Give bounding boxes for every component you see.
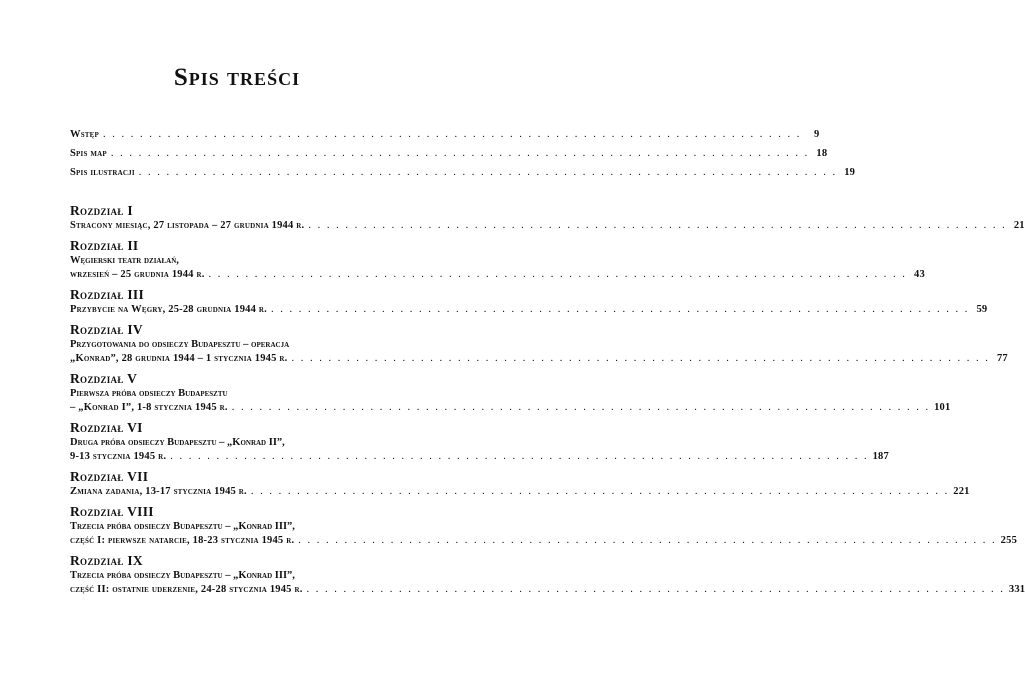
dot-leader: . . . . . . . . . . . . . . . . . . . . . . . . . . . . . . . . . . . . . . . . . . . . . . . . . . . . . . . . . . . . . . . . . . . . . . . . . . . . xyxy=(250,486,950,497)
page-number: 331 xyxy=(1008,584,1025,595)
chapter-heading: Rozdział I xyxy=(70,203,133,218)
entry-label: Wstęp xyxy=(70,129,100,140)
page-number: 221 xyxy=(953,486,970,497)
dot-leader: . . . . . . . . . . . . . . . . . . . . . . . . . . . . . . . . . . . . . . . . . . . . . . . . . . . . . . . . . . . . . . . . . . . . . . . . . . . . xyxy=(231,402,931,413)
entry-label: Zmiana zadania, 13-17 stycznia 1945 r. xyxy=(70,486,247,497)
entry-label: część I: pierwsze natarcie, 18-23 stycznia 1945 r. xyxy=(70,535,295,546)
dot-leader: . . . . . . . . . . . . . . . . . . . . . . . . . . . . . . . . . . . . . . . . . . . . . . . . . . . . . . . . . . . . . . . . . . . . . . . . . . . . xyxy=(270,304,970,315)
dot-leader: . . . . . . . . . . . . . . . . . . . . . . . . . . . . . . . . . . . . . . . . . . . . . . . . . . . . . . . . . . . . . . . . . . . . . . . . . . . . xyxy=(103,129,802,140)
chapter-title-line: Trzecia próba odsieczy Budapesztu – „Konrad III”, xyxy=(70,570,295,581)
page-number: 59 xyxy=(976,304,988,315)
chapter-title-line xyxy=(70,352,1008,366)
chapter-entry xyxy=(70,203,1025,233)
dot-leader: . . . . . . . . . . . . . . . . . . . . . . . . . . . . . . . . . . . . . . . . . . . . . . . . . . . . . . . . . . . . . . . . . . . . . . . . . . . . xyxy=(291,353,990,364)
chapter-entry xyxy=(70,504,1018,548)
chapter-heading: Rozdział IX xyxy=(70,553,143,568)
table-of-contents xyxy=(70,128,1025,602)
chapter-title-line: Pierwsza próba odsieczy Budapesztu xyxy=(70,388,228,399)
chapter-entry xyxy=(70,420,889,464)
chapter-entry xyxy=(70,469,970,499)
front-matter-entry xyxy=(70,166,856,180)
page-number: 255 xyxy=(1000,535,1018,546)
chapter-heading: Rozdział VII xyxy=(70,469,149,484)
chapter-heading: Rozdział VI xyxy=(70,420,143,435)
chapter-title-line: Węgierski teatr działań, xyxy=(70,255,179,266)
entry-label: „Konrad”, 28 grudnia 1944 – 1 stycznia 1945 r. xyxy=(70,353,288,364)
chapter-list xyxy=(70,203,1025,597)
page-title: Spis treści xyxy=(173,64,301,91)
page-number: 18 xyxy=(816,148,828,159)
chapter-heading: Rozdział III xyxy=(70,287,144,302)
chapter-heading: Rozdział VIII xyxy=(70,504,154,519)
page-number: 21 xyxy=(1013,220,1025,231)
page-number: 43 xyxy=(914,269,925,280)
chapter-title-line: Trzecia próba odsieczy Budapesztu – „Konrad III”, xyxy=(70,521,295,532)
chapter-title-line xyxy=(70,534,1018,548)
entry-label: – „Konrad I”, 1-8 stycznia 1945 r. xyxy=(70,402,228,413)
dot-leader: . . . . . . . . . . . . . . . . . . . . . . . . . . . . . . . . . . . . . . . . . . . . . . . . . . . . . . . . . . . . . . . . . . . . . . . . . . . . xyxy=(138,167,838,178)
page-number: 187 xyxy=(872,451,889,462)
dot-leader: . . . . . . . . . . . . . . . . . . . . . . . . . . . . . . . . . . . . . . . . . . . . . . . . . . . . . . . . . . . . . . . . . . . . . . . . . . . . xyxy=(306,584,1005,595)
front-matter-entry xyxy=(70,147,828,161)
dot-leader: . . . . . . . . . . . . . . . . . . . . . . . . . . . . . . . . . . . . . . . . . . . . . . . . . . . . . . . . . . . . . . . . . . . . . . . . . . . . xyxy=(208,269,907,280)
chapter-entry xyxy=(70,322,1008,366)
front-matter-entry xyxy=(70,128,820,142)
chapter-title-line xyxy=(70,485,970,499)
entry-label: 9-13 stycznia 1945 r. xyxy=(70,451,167,462)
chapter-title-line: Druga próba odsieczy Budapesztu – „Konrad II”, xyxy=(70,437,285,448)
chapter-title-line xyxy=(70,268,925,282)
front-matter-list xyxy=(70,128,856,180)
page-number: 19 xyxy=(844,167,856,178)
dot-leader: . . . . . . . . . . . . . . . . . . . . . . . . . . . . . . . . . . . . . . . . . . . . . . . . . . . . . . . . . . . . . . . . . . . . . . . . . . . . xyxy=(170,451,869,462)
chapter-title-line xyxy=(70,583,1025,597)
dot-leader: . . . . . . . . . . . . . . . . . . . . . . . . . . . . . . . . . . . . . . . . . . . . . . . . . . . . . . . . . . . . . . . . . . . . . . . . . . . . xyxy=(298,535,997,546)
entry-label: Spis map xyxy=(70,148,107,159)
chapter-title-line xyxy=(70,450,889,464)
chapter-entry xyxy=(70,553,1025,597)
chapter-title-line xyxy=(70,303,988,317)
chapter-entry xyxy=(70,371,951,415)
chapter-title-line xyxy=(70,401,951,415)
chapter-entry xyxy=(70,238,925,282)
chapter-heading: Rozdział II xyxy=(70,238,139,253)
entry-label: Przybycie na Węgry, 25-28 grudnia 1944 r. xyxy=(70,304,267,315)
entry-label: wrzesień – 25 grudnia 1944 r. xyxy=(70,269,205,280)
page-number: 9 xyxy=(813,129,820,140)
dot-leader: . . . . . . . . . . . . . . . . . . . . . . . . . . . . . . . . . . . . . . . . . . . . . . . . . . . . . . . . . . . . . . . . . . . . . . . . . . . . xyxy=(110,148,810,159)
chapter-heading: Rozdział V xyxy=(70,371,138,386)
entry-label: część II: ostatnie uderzenie, 24-28 stycznia 1945 r. xyxy=(70,584,303,595)
entry-label: Spis ilustracji xyxy=(70,167,135,178)
chapter-title-line: Przygotowania do odsieczy Budapesztu – operacja xyxy=(70,339,290,350)
page-number: 77 xyxy=(996,353,1008,364)
page-number: 101 xyxy=(934,402,951,413)
entry-label: Stracony miesiąc, 27 listopada – 27 grudnia 1944 r. xyxy=(70,220,305,231)
dot-leader: . . . . . . . . . . . . . . . . . . . . . . . . . . . . . . . . . . . . . . . . . . . . . . . . . . . . . . . . . . . . . . . . . . . . . . . . . . . . xyxy=(308,220,1007,231)
chapter-title-line xyxy=(70,219,1025,233)
chapter-heading: Rozdział IV xyxy=(70,322,143,337)
chapter-entry xyxy=(70,287,988,317)
